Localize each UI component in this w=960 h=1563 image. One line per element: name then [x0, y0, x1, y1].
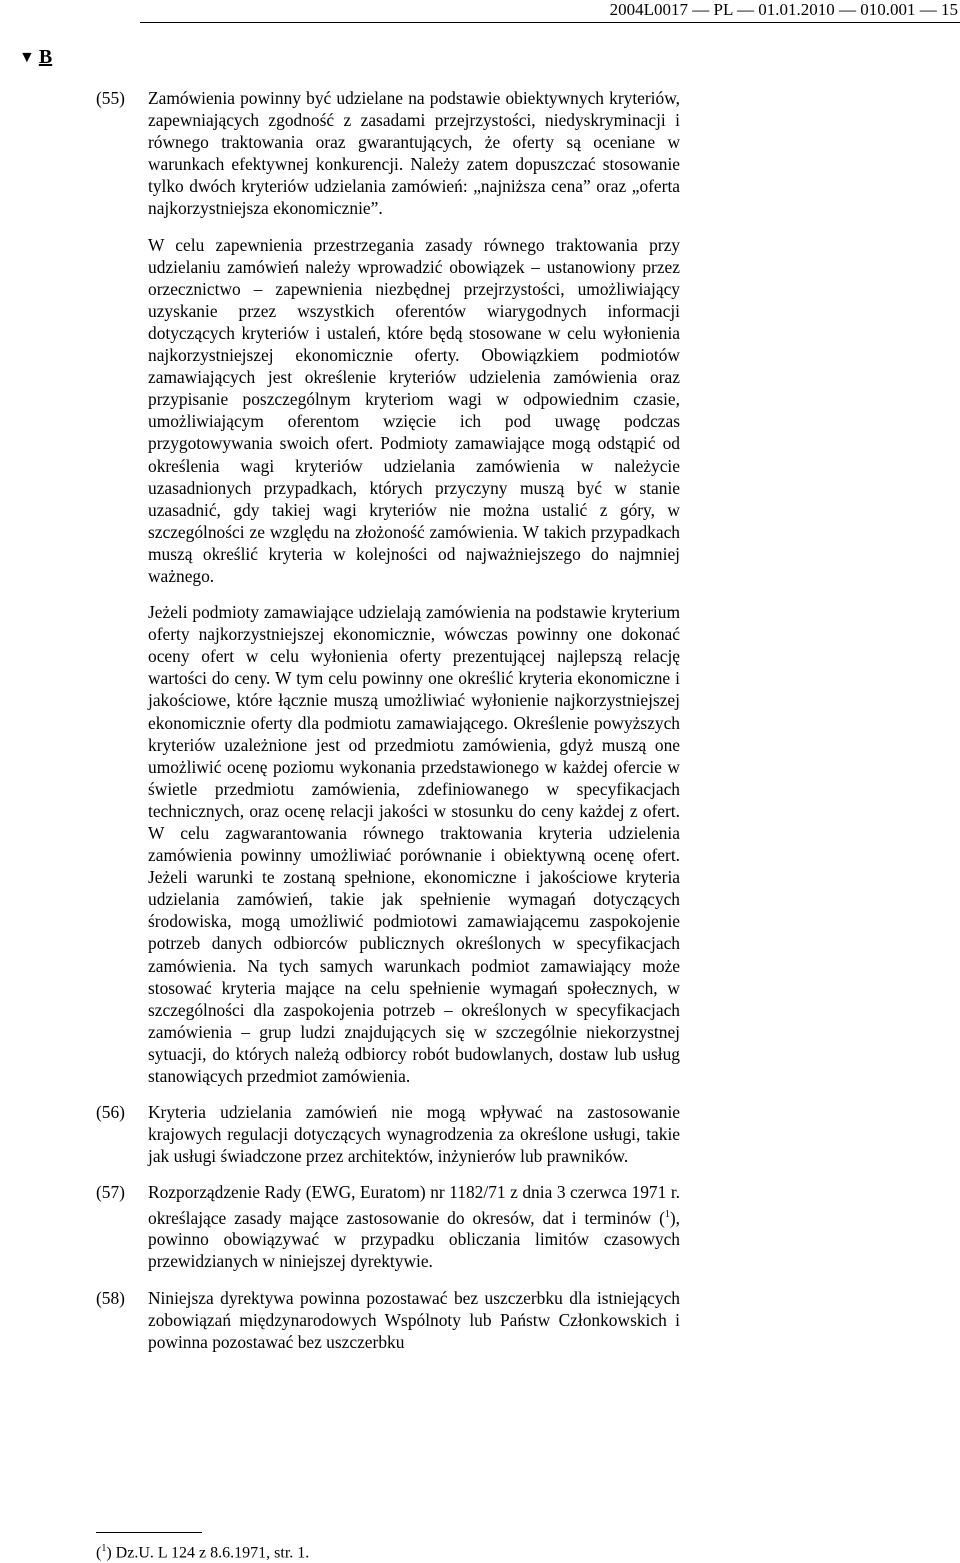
header-text: 2004L0017 — PL — 01.01.2010 — 010.001 — 15 [609, 0, 958, 19]
recital-text-before: Rozporządzenie Rady (EWG, Euratom) nr 1182/71 z dnia 3 czerwca 1971 r. określające zasady mające zastosowanie do okresów, dat i terminów ( [148, 1182, 680, 1228]
recital-57 [96, 1181, 680, 1272]
recital-number: (58) [96, 1287, 125, 1308]
amendment-marker [19, 46, 52, 69]
recital-55 [96, 87, 680, 220]
recital-56 [96, 1101, 680, 1167]
footnote-reference[interactable]: 1 [664, 1208, 670, 1220]
recital-number: (56) [96, 1102, 125, 1123]
footnote-text: Dz.U. L 124 z 8.6.1971, str. 1. [115, 1544, 310, 1562]
recital-text: Zamówienia powinny być udzielane na podstawie obiektywnych kryteriów, zapewniających zgodność z zasadami przejrzystości, niedyskryminacji i równego traktowania oraz gwarantujących, że oferty są oceniane w warunkach efektywnej konkurencji. Należy zatem dopuszczać stosowanie tylko dwóch kryteriów udzielania zamówień: „najniższa cena” oraz „oferta najkorzystniejsza ekonomicznie”. [148, 88, 680, 219]
header-rule [140, 22, 960, 23]
footnote: ($^1$) Dz.U. L 124 z 8.6.1971, str. 1. [96, 1543, 310, 1562]
recital-number: (57) [96, 1182, 125, 1203]
recital-58 [96, 1287, 680, 1353]
footnote-number: 1 [101, 1543, 107, 1554]
document-body [96, 87, 680, 1367]
triangle-down-icon: ▼ [19, 49, 35, 66]
marker-letter: B [38, 46, 53, 68]
footnote-separator [96, 1532, 202, 1533]
recital-text: Kryteria udzielania zamówień nie mogą wpływać na zastosowanie krajowych regulacji dotyczących wynagrodzenia za określone usługi, takie jak usługi świadczone przez architektów, inżynierów lub prawników. [148, 1102, 680, 1167]
recital-text: Niniejsza dyrektywa powinna pozostawać bez uszczerbku dla istniejących zobowiązań międzynarodowych Wspólnoty lub Państw Członkowskich i powinna pozostawać bez uszczerbku [148, 1287, 680, 1352]
recital-55-paragraph-3: Jeżeli podmioty zamawiające udzielają zamówienia na podstawie kryterium oferty najkorzystniejszej ekonomicznie, wówczas powinny one dokonać oceny ofert w celu wyłonienia oferty prezentującej najlepszą relację wartości do ceny. W tym celu powinny one określić kryteria ekonomiczne i jakościowe, które łącznie muszą umożliwiać wyłonienie najkorzystniejszej ekonomicznie oferty dla podmiotu zamawiającego. Określenie powyższych kryteriów uzależnione jest od przedmiotu zamówienia, gdyż muszą one umożliwić ocenę poziomu wykonania przedstawionego w każdej ofercie w świetle przedmiotu zamówienia, zdefiniowanego w specyfikacjach technicznych, oraz ocenę relacji jakości w stosunku do ceny każdej z ofert. W celu zagwarantowania równego traktowania kryteria udzielenia zamówienia powinny umożliwiać porównanie i obiektywną ocenę ofert. Jeżeli warunki te zostaną spełnione, ekonomiczne i jakościowe kryteria udzielania zamówień, takie jak spełnienie wymagań dotyczących środowiska, mogą umożliwić podmiotowi zamawiającemu zaspokojenie potrzeb danych odbiorców publicznych określonych w specyfikacjach zamówienia. Na tych samych warunkach podmiot zamawiający może stosować kryteria mające na celu spełnienie wymagań społecznych, w szczególności dla zaspokojenia potrzeb – określonych w specyfikacjach zamówienia – grup ludzi znajdujących się w szczególnie niekorzystnej sytuacji, do których należą odbiorcy robót budowlanych, dostaw lub usług stanowiących przedmiot zamówienia. [148, 602, 680, 1087]
recital-text-after: ), powinno obowiązywać w przypadku obliczania limitów czasowych przewidzianych w niniejszej dyrektywie. [148, 1207, 680, 1272]
recital-number: (55) [96, 88, 125, 108]
recital-55-paragraph-2: W celu zapewnienia przestrzegania zasady równego traktowania przy udzielaniu zamówień należy wprowadzić obowiązek – ustanowiony przez orzecznictwo – zapewnienia niezbędnej przejrzystości, umożliwiający uzyskanie przez wszystkich oferentów wiarygodnych informacji dotyczących kryteriów i ustaleń, które będą stosowane w celu wyłonienia najkorzystniejszej ekonomicznie oferty. Obowiązkiem podmiotów zamawiających jest określenie kryteriów udzielenia zamówienia oraz przypisanie poszczególnym kryteriom wagi w odpowiednim czasie, umożliwiającym oferentom wzięcie ich pod uwagę podczas przygotowywania swoich ofert. Podmioty zamawiające mogą odstąpić od określenia wagi kryteriów udzielania zamówienia w należycie uzasadnionych przypadkach, których przyczyny muszą być w stanie uzasadnić, gdy takiej wagi kryteriów nie można ustalić z góry, w szczególności ze względu na złożoność zamówienia. W takich przypadkach muszą określić kryteria w kolejności od najważniejszego do najmniej ważnego. [148, 234, 680, 586]
running-header [0, 0, 960, 30]
